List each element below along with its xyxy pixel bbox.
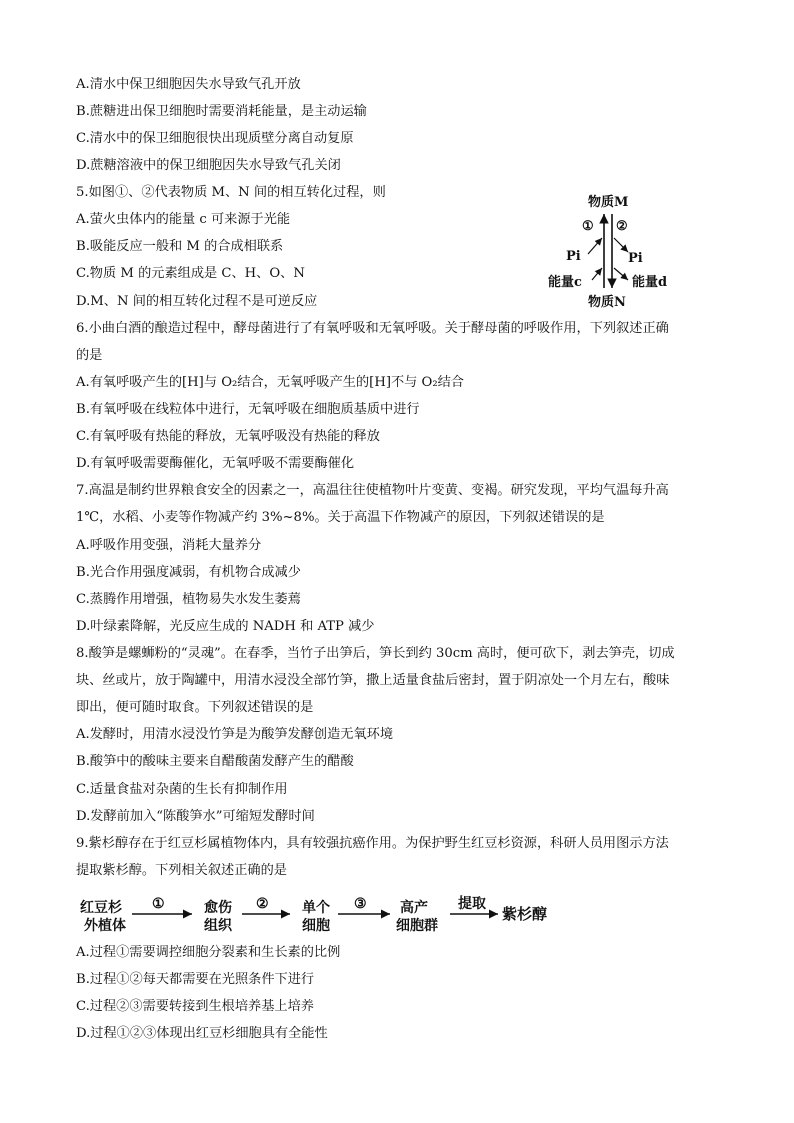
step-1-label: ①: [152, 896, 165, 912]
line-q8-c: C.适量食盐对杂菌的生长有抑制作用: [76, 782, 288, 797]
explant-label-2: 外植体: [84, 918, 126, 934]
line-q9-a: A.过程①需要调控细胞分裂素和生长素的比例: [76, 945, 341, 960]
question-6-stem-cont: 的是: [76, 348, 103, 363]
pi-left-label: Pi: [566, 249, 581, 264]
line-q9-b: B.过程①②每天都需要在光照条件下进行: [76, 972, 315, 987]
high-yield-label-1: 高产: [400, 900, 428, 916]
line-q7-d: D.叶绿素降解，光反应生成的 NADH 和 ATP 减少: [76, 619, 375, 634]
line-q5-b: B.吸能反应一般和 M 的合成相联系: [76, 239, 284, 254]
single-cell-label-1: 单个: [302, 900, 330, 916]
energy-c-label: 能量c: [548, 275, 582, 290]
material-n-label: 物质N: [588, 295, 626, 310]
step-2-label: ②: [256, 896, 269, 912]
single-cell-label-2: 细胞: [302, 918, 330, 934]
line-q6-a: A.有氧呼吸产生的[H]与 O₂结合，无氧呼吸产生的[H]不与 O₂结合: [76, 375, 464, 390]
explant-label-1: 红豆杉: [80, 900, 122, 916]
question-7-stem-cont: 1℃，水稻、小麦等作物减产约 3%~8%。关于高温下作物减产的原因，下列叙述错误的是: [76, 510, 605, 525]
question-5-stem: 5.如图①、②代表物质 M、N 间的相互转化过程，则: [76, 185, 386, 200]
line-q5-d: D.M、N 间的相互转化过程不是可逆反应: [76, 294, 318, 309]
line-q7-a: A.呼吸作用变强，消耗大量养分: [76, 538, 262, 553]
line-q8-b: B.酸笋中的酸味主要来自醋酸菌发酵产生的醋酸: [76, 754, 354, 769]
question-9-stem: 9.紫杉醇存在于红豆杉属植物体内，具有较强抗癌作用。为保护野生红豆杉资源，科研人员用图示方法: [76, 836, 669, 851]
mn-conversion-diagram: [540, 188, 690, 310]
question-6-stem: 6.小曲白酒的酿造过程中，酵母菌进行了有氧呼吸和无氧呼吸。关于酵母菌的呼吸作用，下列叙述正确: [76, 321, 669, 336]
material-m-label: 物质M: [588, 195, 629, 210]
process-2-label: ②: [616, 219, 628, 234]
question-8-stem-cont1: 块、丝或片，放于陶罐中，用清水浸没全部竹笋，撒上适量食盐后密封，置于阴凉处一个月左右，酸味: [76, 673, 670, 688]
taxol-process-flow: [80, 890, 570, 938]
arrow-pi-right: [614, 238, 628, 252]
question-7-stem: 7.高温是制约世界粮食安全的因素之一，高温往往使植物叶片变黄、变褐。研究发现，平均气温每升高: [76, 483, 669, 498]
line-q9-d: D.过程①②③体现出红豆杉细胞具有全能性: [76, 1026, 328, 1041]
extract-label: 提取: [458, 896, 486, 912]
line-q4-c: C.清水中的保卫细胞很快出现质壁分离自动复原: [76, 131, 354, 146]
step-3-label: ③: [354, 896, 367, 912]
line-q6-b: B.有氧呼吸在线粒体中进行，无氧呼吸在细胞质基质中进行: [76, 402, 420, 417]
line-q4-a: A.清水中保卫细胞因失水导致气孔开放: [76, 77, 301, 92]
arrow-energy-d: [614, 268, 628, 280]
line-q6-c: C.有氧呼吸有热能的释放，无氧呼吸没有热能的释放: [76, 429, 380, 444]
line-q5-a: A.萤火虫体内的能量 c 可来源于光能: [76, 212, 291, 227]
process-1-label: ①: [582, 219, 594, 234]
line-q5-c: C.物质 M 的元素组成是 C、H、O、N: [76, 266, 305, 281]
line-q8-d: D.发酵前加入“陈酸笋水”可缩短发酵时间: [76, 809, 315, 824]
question-8-stem-cont2: 即出，便可随时取食。下列叙述错误的是: [76, 700, 314, 715]
high-yield-label-2: 细胞群: [396, 918, 438, 934]
energy-d-label: 能量d: [632, 275, 668, 290]
taxol-label: 紫杉醇: [502, 905, 548, 923]
line-q4-b: B.蔗糖进出保卫细胞时需要消耗能量，是主动运输: [76, 104, 367, 119]
callus-label-2: 组织: [204, 918, 232, 934]
line-q4-d: D.蔗糖溶液中的保卫细胞因失水导致气孔关闭: [76, 158, 341, 173]
question-8-stem: 8.酸笋是螺蛳粉的“灵魂”。在春季，当竹子出笋后，笋长到约 30cm 高时，便可砍下，剥去笋壳，切成: [76, 646, 675, 661]
line-q6-d: D.有氧呼吸需要酶催化，无氧呼吸不需要酶催化: [76, 456, 355, 471]
line-q7-c: C.蒸腾作用增强，植物易失水发生萎蔫: [76, 592, 301, 607]
pi-right-label: Pi: [628, 251, 643, 266]
line-q9-c: C.过程②③需要转接到生根培养基上培养: [76, 999, 314, 1014]
arrow-energy-c: [592, 268, 602, 280]
line-q7-b: B.光合作用强度减弱，有机物合成减少: [76, 565, 301, 580]
callus-label-1: 愈伤: [204, 900, 232, 916]
arrow-pi-left: [588, 238, 602, 254]
line-q8-a: A.发酵时，用清水浸没竹笋是为酸笋发酵创造无氧环境: [76, 727, 394, 742]
question-9-stem-cont: 提取紫杉醇。下列相关叙述正确的是: [76, 863, 287, 878]
